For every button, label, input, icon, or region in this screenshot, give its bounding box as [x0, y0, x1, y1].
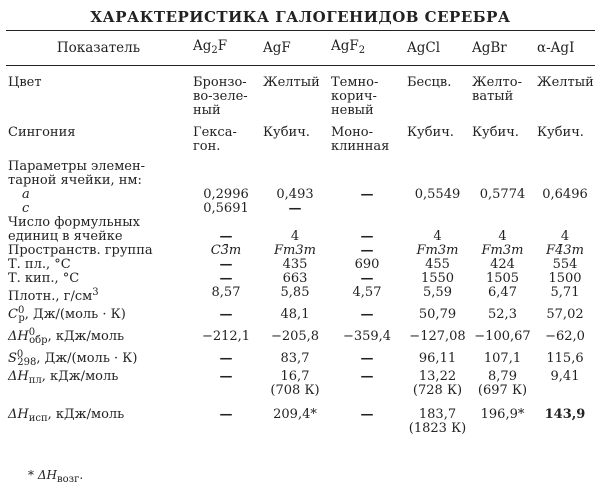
row-dhf-label	[6, 326, 191, 348]
cell-c-agf	[261, 202, 329, 216]
header-ag2f-sub: 2	[211, 44, 218, 56]
cp-rest: , Дж/(моль · К)	[24, 307, 126, 322]
dhf-rest: , кДж/моль	[47, 329, 125, 344]
cell-color-agbr: Желто- ватый	[472, 75, 522, 104]
dash-mark: —	[219, 351, 233, 366]
cell-syngony-agbr: Кубич.	[472, 125, 519, 140]
cp-symbol: C	[8, 307, 18, 322]
dhf-sup: 0	[28, 327, 36, 338]
dash-mark: —	[219, 407, 233, 422]
cell-s298-agcl: 96,11	[418, 351, 457, 366]
cell-dhv-agbr: 196,9*	[480, 407, 525, 422]
cell-cp-agcl: 50,79	[418, 307, 457, 322]
cell-dhm-agf2	[329, 370, 405, 404]
cell-density-agi: 5,71	[550, 285, 580, 300]
s298-sup: 0	[16, 349, 24, 360]
cell-mp-ag2f	[191, 258, 261, 272]
cell-s298-ag2f	[191, 348, 261, 370]
cell-fu-ag2f	[191, 216, 261, 244]
cell-dhv-agf: 209,4*	[273, 407, 317, 422]
cell-sg-agbr: Fm3m	[481, 243, 524, 258]
dash-mark: —	[360, 243, 374, 258]
cell-cp-agf: 48,1	[280, 307, 310, 322]
row-entropy	[6, 348, 595, 370]
row-boiling-point	[6, 272, 595, 286]
footnote-sub: возг	[56, 474, 80, 485]
cell-bp-ag2f	[191, 272, 261, 286]
cell-s298-agf: 83,7	[280, 351, 310, 366]
dhv-agcl-value: 183,7	[418, 407, 457, 422]
cell-color-agi: Желтый	[537, 75, 594, 90]
silver-halides-table	[6, 30, 595, 438]
dash-mark: —	[360, 407, 374, 422]
cell-mp-agf: 435	[282, 257, 308, 272]
row-cp-label	[6, 304, 191, 326]
header-agf2	[329, 31, 405, 66]
cell-sg-agf2	[329, 244, 405, 258]
dhm-agf-note: (708 К)	[270, 383, 320, 398]
cell-color-agf: Желтый	[263, 75, 320, 90]
s298-rest: , Дж/(моль · К)	[36, 351, 138, 366]
cell-dhf-agf2: −359,4	[342, 329, 392, 344]
row-dhm-label	[6, 370, 191, 404]
cell-syngony-agcl: Кубич.	[407, 125, 454, 140]
row-cell-c	[6, 202, 595, 216]
cell-fu-agf: 4	[290, 229, 300, 244]
dash-mark: —	[360, 187, 374, 202]
cell-dhv-agf2	[329, 404, 405, 438]
cell-sg-agcl: Fm3m	[416, 243, 459, 258]
s298-symbol: S	[8, 351, 17, 366]
cell-fu-agbr: 4	[498, 229, 507, 244]
dhm-sub: пл	[28, 375, 42, 386]
dash-mark: —	[360, 229, 374, 244]
row-syngony-label: Сингония	[8, 125, 76, 140]
row-dhv-label	[6, 404, 191, 438]
cell-dhf-agbr: −100,67	[474, 329, 531, 344]
cell-s298-agf2	[329, 348, 405, 370]
cell-density-agbr: 6,47	[488, 285, 517, 300]
row-color-label: Цвет	[8, 75, 42, 90]
cell-a-ag2f: 0,2996	[203, 187, 249, 202]
row-mp-label: Т. пл., °С	[8, 257, 71, 272]
cell-mp-agi: 554	[552, 257, 578, 272]
footnote-symbol: ΔH	[37, 468, 57, 482]
cell-color-agf2: Темно- корич- невый	[331, 75, 379, 118]
cell-dhv-agi: 143,9	[544, 407, 586, 422]
cell-syngony-ag2f: Гекса- гон.	[193, 125, 237, 154]
cell-cp-agf2	[329, 304, 405, 326]
row-cell-params	[6, 160, 595, 188]
table-title: ХАРАКТЕРИСТИКА ГАЛОГЕНИДОВ СЕРЕБРА	[90, 8, 511, 26]
row-formula-units-label: Число формульных единиц в ячейке	[8, 215, 140, 244]
row-space-group	[6, 244, 595, 258]
cell-s298-agbr: 107,1	[483, 351, 522, 366]
header-ag2f-base: Ag	[193, 37, 212, 54]
dash-mark: —	[360, 369, 374, 384]
row-enthalpy-vaporization	[6, 404, 595, 438]
dhm-agcl-note: (728 К)	[412, 383, 463, 398]
footnote-star: *	[28, 468, 34, 482]
density-label-sup: 3	[92, 287, 99, 298]
row-color	[6, 76, 595, 126]
row-cell-a	[6, 188, 595, 202]
cell-dhf-agf: −205,8	[270, 329, 320, 344]
dhm-agcl-value: 13,22	[418, 369, 457, 384]
row-s298-label	[6, 348, 191, 370]
header-agf2-sub: 2	[358, 44, 366, 56]
dash-mark: —	[219, 229, 233, 244]
row-bp-label: Т. кип., °С	[8, 271, 80, 286]
cell-syngony-agi: Кубич.	[537, 125, 584, 140]
cell-sg-agi: F4̄3m	[546, 243, 584, 258]
cell-dhm-agi: 9,41	[550, 369, 580, 384]
cell-mp-agcl: 455	[425, 257, 450, 272]
dhv-symbol: ΔH	[8, 407, 29, 422]
dhf-sub: обр	[29, 335, 48, 346]
row-space-group-label: Пространств. группа	[8, 243, 153, 258]
dash-mark: —	[288, 201, 302, 216]
cell-a-agi: 0,6496	[542, 187, 588, 202]
row-cell-a-label: a	[22, 187, 30, 202]
cell-bp-agcl: 1550	[420, 271, 455, 286]
cell-mp-agf2: 690	[354, 257, 380, 272]
dash-mark: —	[360, 271, 374, 286]
header-agf: AgF	[261, 31, 329, 66]
dash-mark: —	[219, 307, 233, 322]
cell-color-agcl: Бесцв.	[407, 75, 452, 90]
header-agbr: AgBr	[470, 31, 535, 66]
cell-a-agbr: 0,5774	[479, 187, 526, 202]
row-density-label	[6, 286, 191, 304]
cell-s298-agi: 115,6	[546, 351, 584, 366]
density-label-base: Плотн., г/см	[8, 289, 93, 304]
cp-sup: 0	[17, 305, 25, 316]
row-melting-point	[6, 258, 595, 272]
cell-mp-agbr: 424	[490, 257, 515, 272]
cell-c-ag2f: 0,5691	[203, 201, 249, 216]
header-ag2f-tail: F	[217, 37, 228, 54]
cell-sg-ag2f: C3̄m	[210, 243, 242, 258]
dhm-agf-value: 16,7	[280, 369, 310, 384]
cell-density-agf: 5,85	[280, 285, 310, 300]
dhm-symbol: ΔH	[8, 369, 29, 384]
cell-a-agf: 0,493	[276, 187, 314, 202]
header-agf2-base: AgF	[331, 37, 359, 54]
cell-sg-agf: Fm3m	[274, 243, 316, 258]
cell-fu-agi: 4	[560, 229, 570, 244]
dash-mark: —	[219, 257, 233, 272]
dash-mark: —	[219, 369, 233, 384]
cell-dhf-agi: −62,0	[545, 329, 585, 344]
row-cell-params-label: Параметры элемен- тарной ячейки, нм:	[8, 159, 146, 188]
cell-a-agf2	[329, 188, 405, 202]
cell-dhm-agf	[261, 370, 329, 404]
cell-bp-agi: 1500	[548, 271, 582, 286]
footnote	[28, 468, 83, 485]
cell-a-agcl: 0,5549	[414, 187, 461, 202]
dhv-agcl-note: (1823 К)	[408, 421, 467, 436]
row-cell-c-label: c	[22, 201, 30, 216]
row-formula-units	[6, 216, 595, 244]
cell-dhm-ag2f	[191, 370, 261, 404]
cell-bp-agf2	[329, 272, 405, 286]
cell-bp-agf: 663	[282, 271, 308, 286]
dhv-rest: , кДж/моль	[47, 407, 125, 422]
cell-dhv-ag2f	[191, 404, 261, 438]
row-enthalpy-formation	[6, 326, 595, 348]
row-density	[6, 286, 595, 304]
cell-density-agf2: 4,57	[352, 285, 382, 300]
header-property: Показатель	[6, 31, 191, 66]
cell-dhf-ag2f: −212,1	[201, 329, 251, 344]
header-ag2f	[191, 31, 261, 66]
dhm-agbr-note: (697 К)	[477, 383, 528, 398]
dhf-symbol: ΔH	[8, 329, 29, 344]
cell-density-agcl: 5,59	[423, 285, 452, 300]
cp-sub: p	[18, 313, 25, 324]
cell-syngony-agf2: Моно- клинная	[331, 125, 390, 154]
cell-dhf-agcl: −127,08	[409, 329, 466, 344]
header-row	[6, 31, 595, 66]
header-agcl: AgCl	[405, 31, 470, 66]
row-heat-capacity	[6, 304, 595, 326]
dhv-sub: исп	[28, 413, 48, 424]
cell-density-ag2f: 8,57	[211, 285, 241, 300]
cell-dhm-agbr	[470, 370, 535, 404]
cell-dhm-agcl	[405, 370, 470, 404]
cell-cp-agi: 57,02	[546, 307, 584, 322]
cell-syngony-agf: Кубич.	[263, 125, 310, 140]
cell-bp-agbr: 1505	[485, 271, 520, 286]
cell-color-ag2f: Бронзо- во-зеле- ный	[193, 75, 248, 118]
cell-dhv-agcl	[405, 404, 470, 438]
dhm-rest: , кДж/моль	[41, 369, 119, 384]
dhm-agbr-value: 8,79	[488, 369, 517, 384]
cell-cp-agbr: 52,3	[488, 307, 517, 322]
dash-mark: —	[219, 271, 233, 286]
row-syngony	[6, 126, 595, 160]
s298-sub: 298	[17, 357, 37, 368]
row-enthalpy-melting	[6, 370, 595, 404]
footnote-tail: .	[79, 468, 84, 482]
dash-mark: —	[360, 351, 374, 366]
header-agi: α-AgI	[535, 31, 595, 66]
cell-fu-agcl: 4	[433, 229, 442, 244]
cell-cp-ag2f	[191, 304, 261, 326]
dash-mark: —	[360, 307, 374, 322]
cell-fu-agf2	[329, 216, 405, 244]
